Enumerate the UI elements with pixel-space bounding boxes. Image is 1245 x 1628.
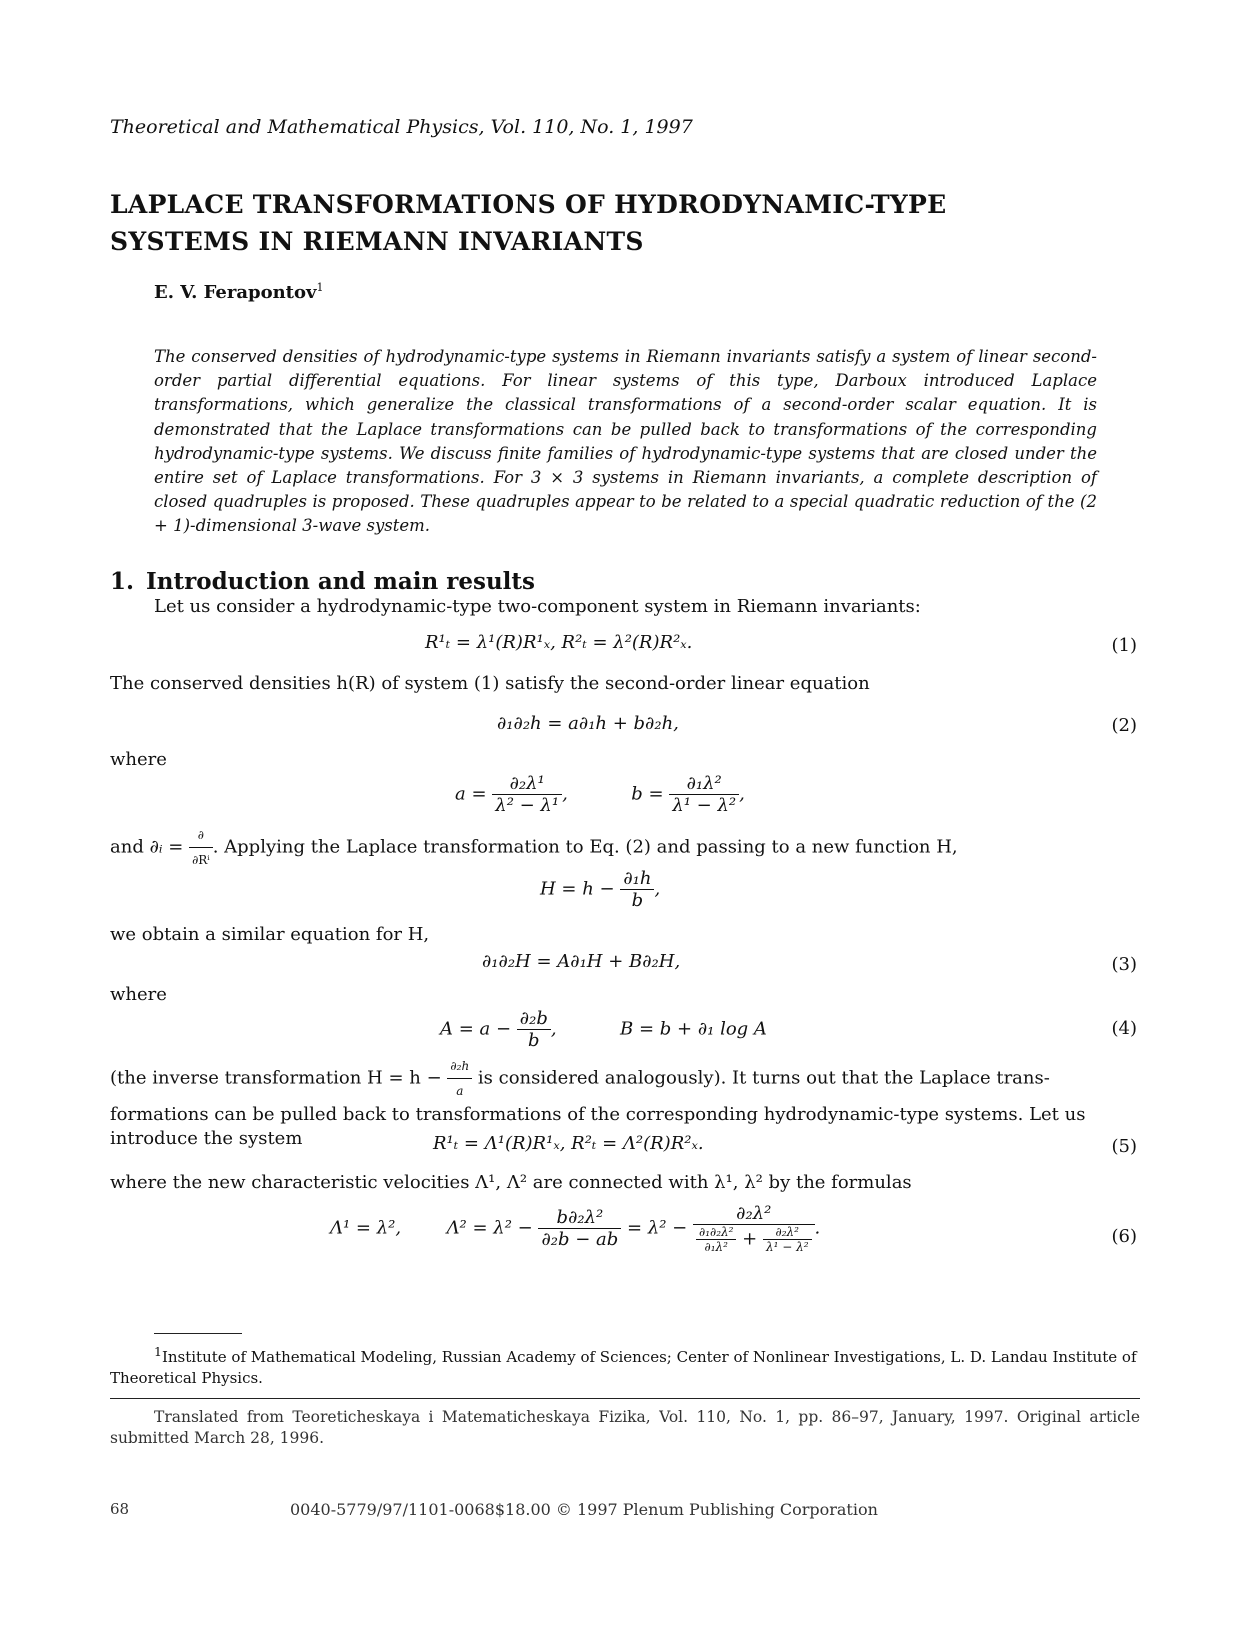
section-title: Introduction and main results — [146, 568, 535, 595]
eq-a-lhs: a = — [455, 783, 487, 805]
eq6-lambda2-lhs: Λ² = λ² − — [446, 1217, 533, 1239]
fraction-inverse-denominator: a — [456, 1084, 464, 1098]
section-heading — [110, 568, 535, 595]
p5-start: (the inverse transformation H = h − — [110, 1067, 442, 1089]
equation-number-3: (3) — [1111, 954, 1137, 975]
eq-H-lhs: H = h − — [540, 878, 615, 900]
fraction-inverse — [447, 1054, 472, 1103]
equation-3: ∂₁∂₂H = A∂₁H + B∂₂H, — [482, 951, 681, 972]
author — [154, 281, 323, 303]
fraction-eq4-denominator: b — [528, 1030, 540, 1051]
page-number: 68 — [110, 1500, 130, 1518]
fraction-eq6-2a — [696, 1225, 736, 1254]
fraction-eq6-2 — [693, 1203, 815, 1254]
fraction-b-denominator: λ¹ − λ² — [672, 795, 737, 816]
footnote-1-mark: 1 — [154, 1344, 162, 1359]
abstract: The conserved densities of hydrodynamic-type systems in Riemann invariants satisfy a system of linear second-order partial differential equations. For linear systems of this type, Darboux introduced Laplace transformations, which generalize the classical transformations of a second-order scalar equation. It is demonstrated that the Laplace transformations can be pulled back to transformations of the corresponding hydrodynamic-type systems. We discuss finite families of hydrodynamic-type systems that are closed under the entire set of Laplace transformations. For 3 × 3 systems in Riemann invariants, a complete description of closed quadruples is proposed. These quadruples appear to be related to a special quadratic reduction of the (2 + 1)-dimensional 3-wave system. — [154, 347, 1097, 536]
p5-line-3: introduce the system — [110, 1128, 303, 1149]
fraction-inverse-numerator: ∂₂h — [447, 1054, 472, 1079]
section-number: 1. — [110, 568, 135, 595]
fraction-eq6-1-numerator: b∂₂λ² — [538, 1207, 621, 1229]
fraction-a-denominator: λ² − λ¹ — [495, 795, 560, 816]
footnote-rule — [154, 1333, 242, 1334]
equation-number-2: (2) — [1111, 715, 1137, 736]
journal-header: Theoretical and Mathematical Physics, Vol. 110, No. 1, 1997 — [110, 116, 693, 138]
copyright-line: 0040-5779/97/1101-0068$18.00 © 1997 Plenum Publishing Corporation — [290, 1500, 878, 1519]
fraction-di-numerator: ∂ — [189, 823, 213, 848]
fraction-eq6-1-denominator: ∂₂b − ab — [541, 1229, 619, 1250]
eq4-rest: B = b + ∂₁ log A — [620, 1018, 767, 1040]
eq6-middle: = λ² − — [627, 1217, 688, 1239]
fraction-b-numerator: ∂₁λ² — [669, 773, 739, 795]
equation-ab: a = $\frac{\text{∂₂λ¹}}{\text{λ² − λ¹}}$ , b = $\frac{\text{∂₁λ²}}{\text{λ¹ − λ²}}$ , — [455, 773, 745, 816]
author-footnote-mark: 1 — [316, 281, 324, 294]
fraction-eq6-2b-numerator: ∂₂λ² — [763, 1225, 812, 1240]
fraction-di — [189, 823, 213, 872]
footnote-1 — [110, 1341, 1140, 1389]
paragraph-6: where the new characteristic velocities Λ¹, Λ² are connected with λ¹, λ² by the formulas — [110, 1172, 912, 1193]
fraction-eq6-1 — [538, 1207, 621, 1250]
equation-number-6: (6) — [1111, 1226, 1137, 1247]
fraction-a-numerator: ∂₂λ¹ — [492, 773, 562, 795]
author-name: E. V. Ferapontov — [154, 282, 317, 303]
fraction-eq6-2-numerator: ∂₂λ² — [693, 1203, 815, 1225]
eq-b-lhs: b = — [631, 783, 664, 805]
article-title — [110, 186, 947, 260]
fraction-H-numerator: ∂₁h — [620, 868, 654, 890]
p3-start: and ∂ — [110, 836, 159, 858]
fraction-eq6-2-denominator: $\frac{\text{∂₁∂₂λ²}}{\text{∂₁λ²}}$ + $\frac{\text{∂₂λ²}}{\text{λ¹ − λ²}}$ — [693, 1225, 815, 1254]
p3-end: . Applying the Laplace transformation to Eq. (2) and passing to a new function H, — [212, 836, 958, 858]
paragraph-2: The conserved densities h(R) of system (1) satisfy the second-order linear equation — [110, 673, 870, 694]
p5-line-1 — [110, 1054, 1140, 1103]
equation-6: Λ¹ = λ², Λ² = λ² − $\frac{\text{b∂₂λ²}}{\text{∂₂b − ab}}$ = λ² − ∂₂λ² $\frac{\text{∂₁∂₂λ²}}{\text{∂₁λ²}}$ + $\frac{\text{∂₂λ²}}{\text{λ¹ − λ²}}$ . — [330, 1203, 821, 1254]
paragraph-3 — [110, 823, 958, 872]
fraction-b — [669, 773, 739, 816]
fraction-H — [620, 868, 654, 911]
p5-line-2: formations can be pulled back to transformations of the corresponding hydrodynamic-type systems. Let us — [110, 1104, 1086, 1125]
paragraph-4: we obtain a similar equation for H, — [110, 924, 430, 945]
title-line-1: LAPLACE TRANSFORMATIONS OF HYDRODYNAMIC-TYPE — [110, 190, 947, 219]
translation-rule — [110, 1398, 1140, 1399]
where-label-1: where — [110, 749, 167, 770]
equation-1: R¹ₜ = λ¹(R)R¹ₓ, R²ₜ = λ²(R)R²ₓ. — [425, 632, 693, 653]
where-label-2: where — [110, 984, 167, 1005]
fraction-eq6-2b — [763, 1225, 812, 1254]
equation-number-4: (4) — [1111, 1018, 1137, 1039]
eq6-lambda1: Λ¹ = λ², — [330, 1217, 402, 1239]
translation-note-text: Translated from Teoreticheskaya i Matematicheskaya Fizika, Vol. 110, No. 1, pp. 86–97, January, 1997. Original article submitted March 28, 1996. — [110, 1408, 1140, 1447]
fraction-eq6-2a-denominator: ∂₁λ² — [704, 1240, 728, 1254]
fraction-H-denominator: b — [631, 890, 644, 911]
fraction-eq4-numerator: ∂₂b — [517, 1008, 551, 1030]
footnote-1-text: Institute of Mathematical Modeling, Russian Academy of Sciences; Center of Nonlinear Investigations, L. D. Landau Institute of Theoretical Physics. — [110, 1348, 1137, 1387]
equation-4: A = a − $\frac{\text{∂₂b}}{b}$ , B = b + ∂₁ log A — [440, 1008, 767, 1051]
title-line-2: SYSTEMS IN RIEMANN INVARIANTS — [110, 227, 644, 256]
equation-number-5: (5) — [1111, 1136, 1137, 1157]
eq4-lhs: A = a − — [440, 1018, 512, 1040]
p5-middle: is considered analogously). It turns out that the Laplace trans- — [477, 1067, 1050, 1089]
equation-number-1: (1) — [1111, 635, 1137, 656]
equation-H: H = h − $\frac{\text{∂₁h}}{b}$ , — [540, 868, 661, 911]
fraction-eq4 — [517, 1008, 551, 1051]
equation-5: R¹ₜ = Λ¹(R)R¹ₓ, R²ₜ = Λ²(R)R²ₓ. — [433, 1133, 704, 1154]
fraction-a — [492, 773, 562, 816]
fraction-eq6-2a-numerator: ∂₁∂₂λ² — [696, 1225, 736, 1240]
p3-di-lhs: ᵢ = — [158, 836, 184, 858]
translation-note — [110, 1407, 1140, 1449]
fraction-di-denominator: ∂Rⁱ — [192, 853, 210, 867]
paragraph-1: Let us consider a hydrodynamic-type two-component system in Riemann invariants: — [154, 596, 921, 617]
equation-2: ∂₁∂₂h = a∂₁h + b∂₂h, — [497, 713, 679, 734]
fraction-eq6-2b-denominator: λ¹ − λ² — [765, 1240, 809, 1254]
